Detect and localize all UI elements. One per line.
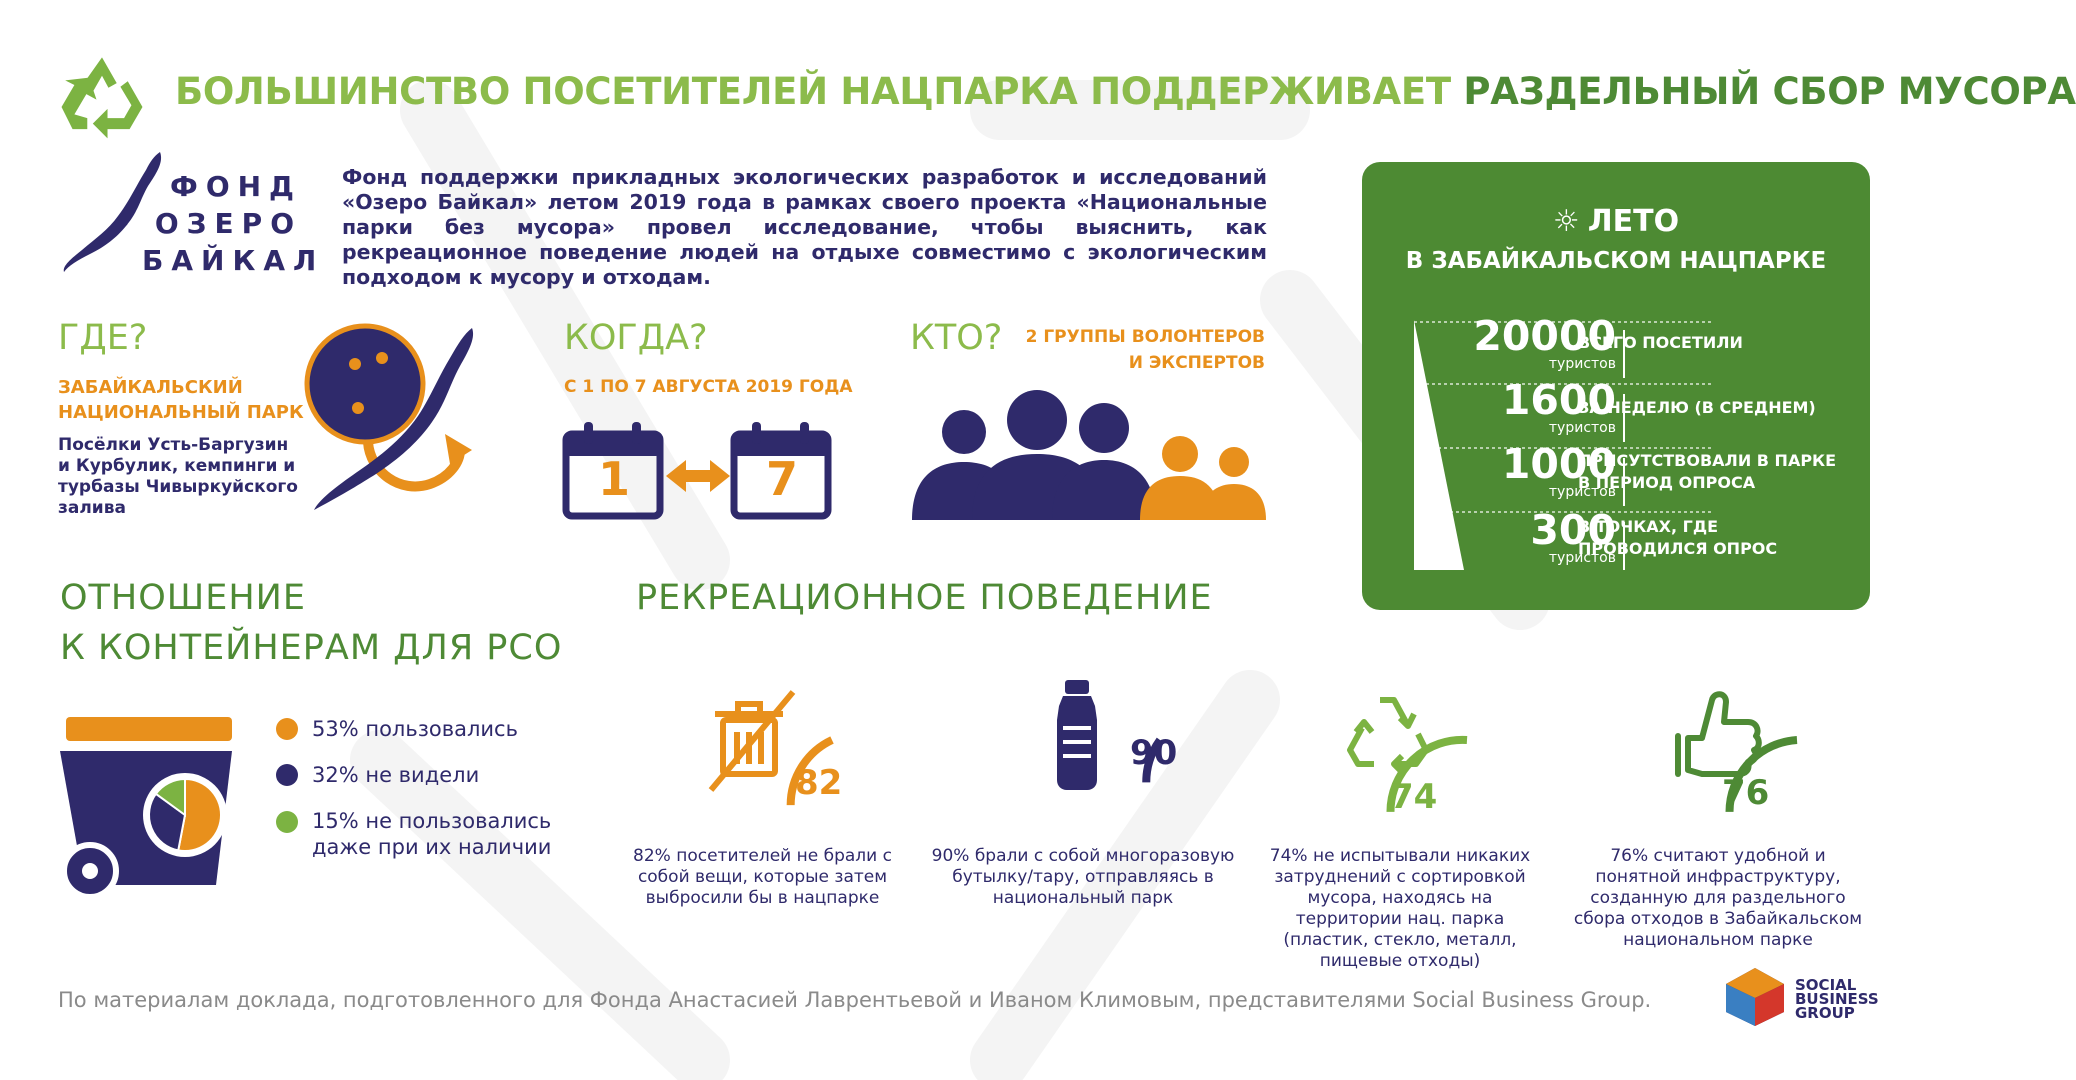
behavior-pct-76: 76 [1722,773,1770,813]
people-group-icon [912,380,1268,520]
stat-unit-total: туристов [1548,356,1616,372]
stat-label-week [1578,397,1848,419]
fund-logo-text [142,168,325,279]
legend-not-used-line-1: 15% не пользовались [312,809,552,833]
title-part-1: БОЛЬШИНСТВО ПОСЕТИТЕЛЕЙ НАЦПАРКА ПОДДЕРЖИВАЕТ [175,70,1451,113]
stat-value-survey-period: 1000 [1501,440,1616,488]
behavior-ring-82 [675,660,845,830]
sbg-logo-icon [1722,966,1788,1028]
behavior-pct-82: 82 [795,763,843,803]
source-footnote: По материалам доклада, подготовленного для Фонда Анастасией Лаврентьевой и Иваном Климовым, представителями Social Business Group. [58,988,1652,1012]
fund-logo-line-2: ОЗЕРО [154,207,302,240]
behavior-heading: РЕКРЕАЦИОННОЕ ПОВЕДЕНИЕ [636,578,1213,618]
waste-container-icon [60,715,240,900]
legend-dot-used [276,718,298,740]
where-park-line-2: НАЦИОНАЛЬНЫЙ ПАРК [58,402,304,423]
stat-label-line: ПРИСУТСТВОВАЛИ В ПАРКЕ [1578,451,1837,470]
stat-label-line: ПРОВОДИЛСЯ ОПРОС [1578,539,1778,558]
fund-logo-line-3: БАЙКАЛ [142,244,325,277]
who-line-2: И ЭКСПЕРТОВ [1128,353,1265,373]
behavior-pct-74: 74 [1390,777,1438,817]
stat-label-line: В ТОЧКАХ, ГДЕ [1578,517,1719,536]
who-line-1: 2 ГРУППЫ ВОЛОНТЕРОВ [1025,327,1265,347]
legend-not-used-line-2: даже при их наличии [312,835,552,859]
legend-dot-not-used [276,811,298,833]
who-description [1010,324,1265,376]
when-dates: С 1 ПО 7 АВГУСТА 2019 ГОДА [564,377,853,397]
behavior-text-90: 90% брали с собой многоразовую бутылку/тару, отправляясь в национальный парк [931,846,1235,908]
behavior-pct-90: 90 [1130,733,1178,773]
summer-title [1362,204,1870,239]
stat-label-line: ВСЕГО ПОСЕТИЛИ [1578,333,1743,352]
stat-value-week: 1600 [1501,376,1616,424]
stat-label-survey-points [1578,516,1848,560]
stat-label-line: ЗА НЕДЕЛЮ (В СРЕДНЕМ) [1578,398,1816,417]
legend-used: 53% пользовались [312,717,518,741]
containers-heading-line-1: ОТНОШЕНИЕ [60,578,306,618]
sbg-logo-text [1795,978,1879,1020]
sbg-line-2: BUSINESS [1795,990,1879,1008]
trash-crossed-icon [711,692,793,790]
summer-title-text: ЛЕТО [1587,204,1680,239]
sbg-line-3: GROUP [1795,1004,1855,1022]
behavior-text-82: 82% посетителей не брали с собой вещи, которые затем выбросили бы в нацпарке [633,846,892,908]
summer-panel [1362,162,1870,610]
calendar-start-day: 1 [597,452,630,506]
fund-logo-line-1: ФОНД [170,170,302,203]
containers-heading-line-2: К КОНТЕЙНЕРАМ ДЛЯ РСО [60,628,563,668]
stat-value-total: 20000 [1473,312,1616,360]
park-map-icon [300,322,480,522]
calendar-end-day: 7 [765,452,798,506]
when-heading: КОГДА? [564,318,708,358]
where-park-name [58,375,304,425]
page-title [175,70,2076,113]
who-heading: КТО? [910,318,1003,358]
legend-not-used [312,808,551,860]
gear-sun-icon: ☼ [1552,204,1580,239]
sbg-line-1: SOCIAL [1795,976,1857,994]
stat-unit-survey-points: туристов [1548,550,1616,566]
summer-subtitle: В ЗАБАЙКАЛЬСКОМ НАЦПАРКЕ [1405,248,1827,274]
legend-not-seen: 32% не видели [312,763,480,787]
where-heading: ГДЕ? [58,318,148,358]
stat-label-line: В ПЕРИОД ОПРОСА [1578,473,1756,492]
where-places: Посёлки Усть-Баргузин и Курбулик, кемпинги и турбазы Чивыркуйского залива [58,435,298,518]
intro-paragraph: Фонд поддержки прикладных экологических разработок и исследований «Озеро Байкал» летом 2019 года в рамках своего проекта «Национальные парки без мусора» провел исследование, чтобы выяснить, как рекреационное поведение людей на отдыхе совместимо с экологическим подходом к мусору и отходам. [342,165,1267,289]
stat-label-total [1578,332,1848,354]
stat-unit-survey-period: туристов [1548,484,1616,500]
bottle-icon [1057,680,1097,790]
stat-unit-week: туристов [1548,420,1616,436]
legend-dot-not-seen [276,764,298,786]
recycle-icon [1350,700,1426,772]
behavior-text-76: 76% считают удобной и понятной инфраструктуру, созданную для раздельного сбора отходов в Забайкальском национальном парке [1573,846,1863,950]
thumbs-up-icon [1678,694,1759,774]
containers-heading [60,573,562,673]
container-pie-chart [149,779,221,851]
where-park-line-1: ЗАБАЙКАЛЬСКИЙ [58,377,243,398]
stat-value-survey-points: 300 [1530,506,1616,554]
behavior-text-74: 74% не испытывали никаких затруднений с сортировкой мусора, находясь на территории нац. парка (пластик, стекло, металл, пищевые отходы) [1269,846,1531,971]
title-part-2: РАЗДЕЛЬНЫЙ СБОР МУСОРА [1463,70,2076,113]
recycle-logo-icon [56,50,148,142]
stat-label-survey-period [1578,450,1848,494]
